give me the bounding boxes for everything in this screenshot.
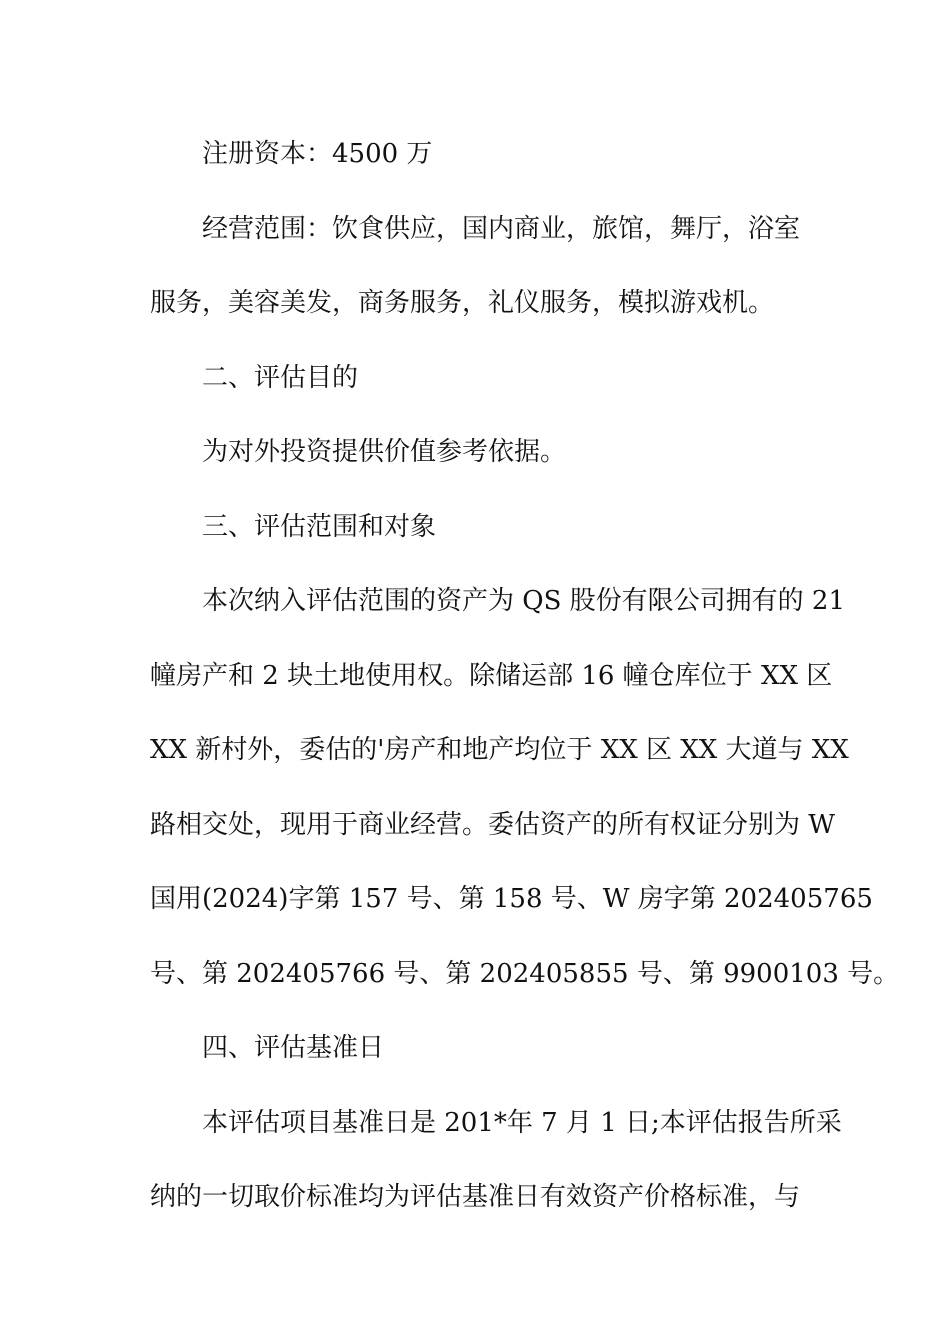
registered-capital-line: 注册资本：4500 万	[202, 139, 433, 169]
scope-paragraph-line-6: 号、第 202405766 号、第 202405855 号、第 9900103 号。	[150, 958, 900, 989]
business-scope-line-2: 服务，美容美发，商务服务，礼仪服务，模拟游戏机。	[150, 288, 775, 318]
base-date-paragraph-line-1: 本评估项目基准日是 201*年 7 月 1 日;本评估报告所采	[202, 1107, 842, 1138]
section-heading-base-date: 四、评估基准日	[202, 1033, 385, 1063]
section-heading-purpose: 二、评估目的	[202, 362, 359, 393]
scope-paragraph-line-5: 国用(2024)字第 157 号、第 158 号、W 房字第 202405765	[150, 884, 873, 914]
scope-paragraph-line-1: 本次纳入评估范围的资产为 QS 股份有限公司拥有的 21	[202, 586, 846, 616]
business-scope-line-1: 经营范围：饮食供应，国内商业，旅馆，舞厅，浴室	[202, 213, 801, 244]
purpose-paragraph: 为对外投资提供价值参考依据。	[202, 437, 567, 467]
document-page	[150, 132, 900, 1250]
scope-paragraph-line-2: 幢房产和 2 块土地使用权。除储运部 16 幢仓库位于 XX 区	[150, 660, 833, 691]
section-heading-scope: 三、评估范围和对象	[202, 511, 437, 542]
scope-paragraph-line-4: 路相交处，现用于商业经营。委估资产的所有权证分别为 W	[150, 809, 835, 840]
base-date-paragraph-line-2: 纳的一切取价标准均为评估基准日有效资产价格标准，与	[150, 1182, 801, 1212]
scope-paragraph-line-3: XX 新村外，委估的'房产和地产均位于 XX 区 XX 大道与 XX	[150, 735, 849, 765]
